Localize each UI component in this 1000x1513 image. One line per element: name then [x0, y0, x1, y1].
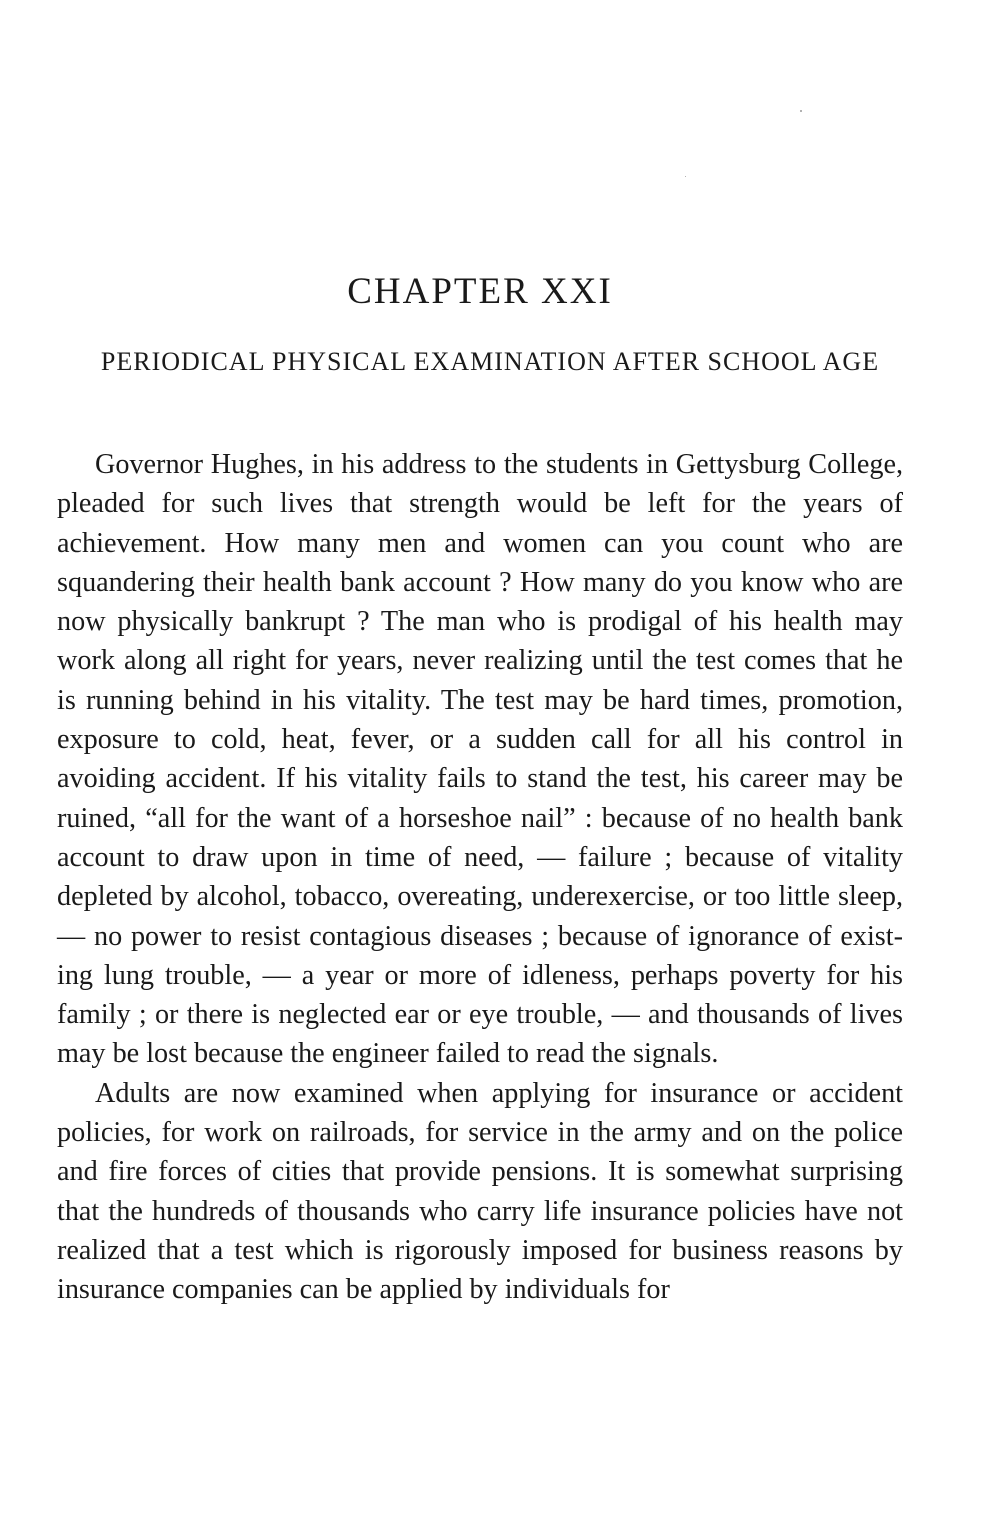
- scan-speck: [685, 176, 686, 177]
- scan-speck: [800, 110, 802, 112]
- paragraph-2: Adults are now examined when applying for insurance or accident policies, for work on railroads, for service in the army and on the police and fire forces of cities that provide pensions. It is somewhat surprising that the hundreds of thousands who carry life insurance policies have not realized that a test which is rigorously imposed for business reasons by insurance companies can be applied by individuals for: [57, 1077, 903, 1306]
- chapter-number: CHAPTER XXI: [347, 271, 613, 312]
- body-text: [57, 445, 903, 1310]
- chapter-title: PERIODICAL PHYSICAL EXAMINATION AFTER SCHOOL AGE: [100, 347, 880, 376]
- paragraph-1: Governor Hughes, in his address to the students in Gettysburg College, pleaded for such lives that strength would be left for the years of achievement. How many men and women can you count who are squandering their health bank account ? How many do you know who are now physically bankrupt ? The man who is prodigal of his health may work along all right for years, never realizing until the test comes that he is running behind in his vitality. The test may be hard times, promotion, exposure to cold, heat, fever, or a sudden call for all his control in avoiding accident. If his vitality fails to stand the test, his career may be ruined, “all for the want of a horseshoe nail” : because of no health bank account to draw upon in time of need, — failure ; because of vitality depleted by alcohol, tobacco, overeating, underexercise, or too little sleep, — no power to resist contagious diseases ; because of ignorance of existing lung trouble, — a year or more of idleness, perhaps poverty for his family ; or there is neglected ear or eye trouble, — and thousands of lives may be lost because the engineer failed to read the signals.: [57, 449, 903, 1070]
